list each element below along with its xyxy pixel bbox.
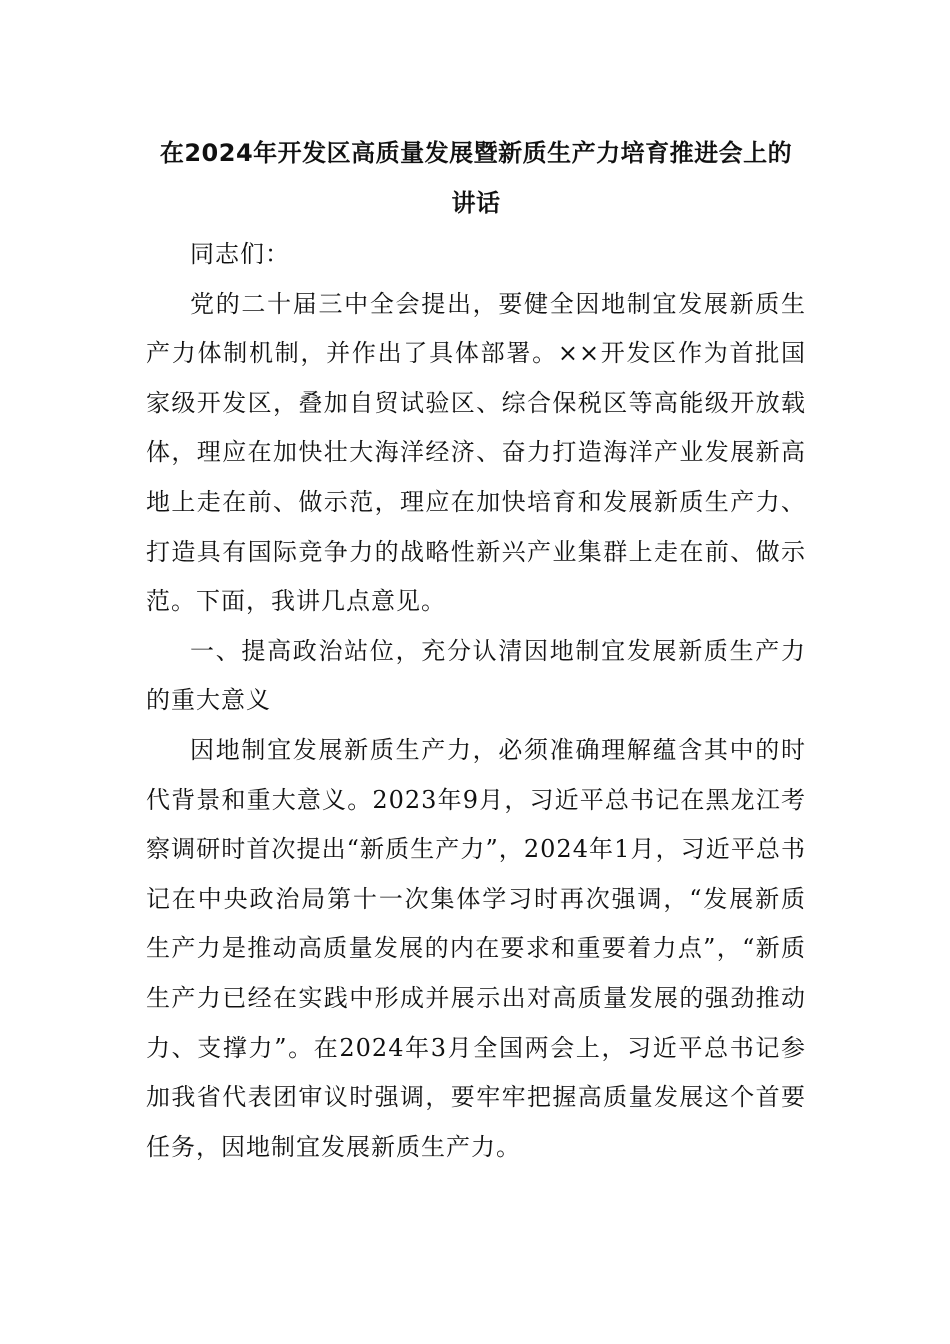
title-line-2: 讲话 xyxy=(451,189,501,217)
title-line-1: 在2024年开发区高质量发展暨新质生产力培育推进会上的 xyxy=(159,139,793,167)
section-heading-1: 一、提高政治站位，充分认清因地制宜发展新质生产力的重大意义 xyxy=(146,636,806,715)
salutation: 同志们： xyxy=(190,240,290,268)
paragraph-intro: 党的二十届三中全会提出，要健全因地制宜发展新质生产力体制机制，并作出了具体部署。××开发区作为首批国家级开发区，叠加自贸试验区、综合保税区等高能级开放载体，理应在加快壮大海洋经济、奋力打造海洋产业发展新高地上走在前、做示范，理应在加快培育和发展新质生产力、打造具有国际竞争力的战略性新兴产业集群上走在前、做示范。下面，我讲几点意见。 xyxy=(146,289,806,616)
paragraph-significance: 因地制宜发展新质生产力，必须准确理解蕴含其中的时代背景和重大意义。2023年9月，习近平总书记在黑龙江考察调研时首次提出“新质生产力”，2024年1月，习近平总书记在中央政治局第十一次集体学习时再次强调，“发展新质生产力是推动高质量发展的内在要求和重要着力点”，“新质生产力已经在实践中形成并展示出对高质量发展的强劲推动力、支撑力”。在2024年3月全国两会上，习近平总书记参加我省代表团审议时强调，要牢牢把握高质量发展这个首要任务，因地制宜发展新质生产力。 xyxy=(146,735,806,1161)
document-body xyxy=(146,128,806,1172)
document-title xyxy=(146,128,806,228)
